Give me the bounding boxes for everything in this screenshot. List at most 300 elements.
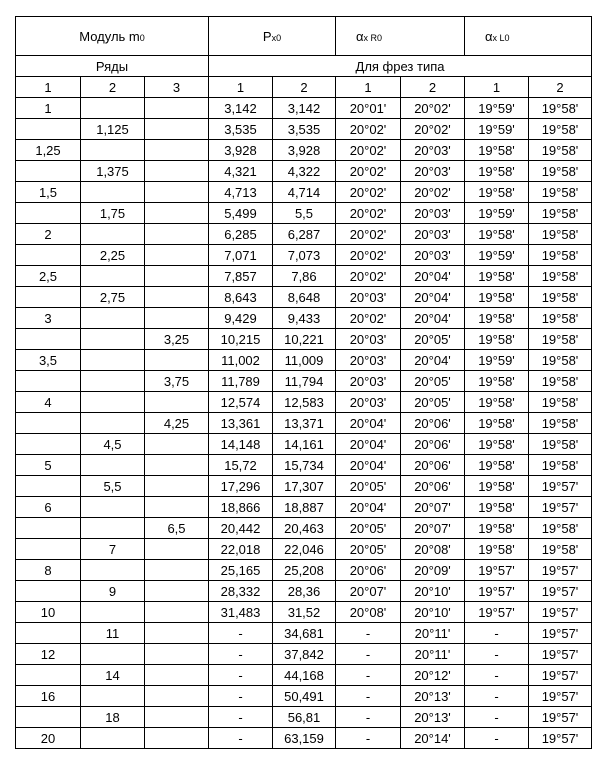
table-row [16, 518, 592, 539]
px0-type1-cell: 5,499 [209, 203, 273, 224]
alpha-l-type2-cell: 19°57' [529, 686, 592, 707]
px0-type2-cell: 3,142 [273, 98, 336, 119]
alpha-r-type1-cell: 20°03' [336, 371, 401, 392]
rows-header: Ряды [16, 56, 209, 77]
alpha-r-type2-cell: 20°03' [401, 203, 465, 224]
modulus-row1-cell: 20 [16, 728, 81, 749]
modulus-row2-cell: 2,25 [81, 245, 145, 266]
modulus-row2-cell: 11 [81, 623, 145, 644]
alpha-l-type1-cell: 19°57' [465, 581, 529, 602]
table-row [16, 203, 592, 224]
alpha-r-type2-cell: 20°05' [401, 371, 465, 392]
alpha-r-type1-cell: 20°08' [336, 602, 401, 623]
table-row [16, 308, 592, 329]
modulus-row1-cell [16, 518, 81, 539]
table-row [16, 560, 592, 581]
px0-type1-cell: 4,321 [209, 161, 273, 182]
px0-type1-cell: 31,483 [209, 602, 273, 623]
alpha-l-type2-cell: 19°58' [529, 266, 592, 287]
alpha-l-type2-cell: 19°58' [529, 329, 592, 350]
px0-type2-cell: 15,734 [273, 455, 336, 476]
px0-type2-cell: 11,009 [273, 350, 336, 371]
alpha-r-type1-cell: 20°04' [336, 434, 401, 455]
table-row [16, 98, 592, 119]
alpha-l-type1-cell: 19°58' [465, 140, 529, 161]
modulus-row2-cell [81, 140, 145, 161]
alpha-r-type2-cell: 20°03' [401, 245, 465, 266]
modulus-row1-cell [16, 623, 81, 644]
alpha-l-type1-cell: 19°58' [465, 224, 529, 245]
alpha-l-type1-cell: 19°58' [465, 518, 529, 539]
px0-type1-cell: 7,857 [209, 266, 273, 287]
alpha-r-type1-cell: - [336, 686, 401, 707]
alpha-l-type2-cell: 19°57' [529, 497, 592, 518]
alpha-r-type1-cell: 20°03' [336, 350, 401, 371]
column-number: 1 [209, 77, 273, 98]
table-row [16, 707, 592, 728]
px0-type1-cell: 6,285 [209, 224, 273, 245]
modulus-row3-cell [145, 266, 209, 287]
table-row [16, 602, 592, 623]
modulus-row2-cell: 4,5 [81, 434, 145, 455]
modulus-row2-cell: 18 [81, 707, 145, 728]
alpha-l-type1-cell: 19°58' [465, 266, 529, 287]
alpha-l-type1-cell: - [465, 623, 529, 644]
modulus-row1-cell: 4 [16, 392, 81, 413]
alpha-r-type1-cell: 20°02' [336, 182, 401, 203]
modulus-row3-cell [145, 665, 209, 686]
alpha-l-type1-cell: - [465, 707, 529, 728]
alpha-l-type1-cell: - [465, 686, 529, 707]
px0-type2-cell: 25,208 [273, 560, 336, 581]
alpha-l-type2-cell: 19°57' [529, 644, 592, 665]
column-number: 2 [273, 77, 336, 98]
module-parameters-table [15, 16, 592, 749]
modulus-row2-cell: 2,75 [81, 287, 145, 308]
alpha-l-type2-cell: 19°57' [529, 581, 592, 602]
table-row [16, 665, 592, 686]
header-row-main [16, 17, 592, 56]
modulus-row3-cell [145, 308, 209, 329]
alpha-l-type1-cell: 19°58' [465, 182, 529, 203]
px0-type2-cell: 20,463 [273, 518, 336, 539]
px0-type1-cell: 14,148 [209, 434, 273, 455]
modulus-row2-cell [81, 455, 145, 476]
table-row [16, 497, 592, 518]
px0-type2-cell: 4,714 [273, 182, 336, 203]
alpha-r-type1-cell: 20°02' [336, 245, 401, 266]
px0-type1-cell: - [209, 623, 273, 644]
table-row [16, 182, 592, 203]
px0-type2-cell: 8,648 [273, 287, 336, 308]
modulus-row2-cell [81, 224, 145, 245]
modulus-row1-cell: 16 [16, 686, 81, 707]
modulus-row3-cell: 6,5 [145, 518, 209, 539]
px0-type1-cell: 28,332 [209, 581, 273, 602]
px0-type1-cell: 20,442 [209, 518, 273, 539]
modulus-row2-cell [81, 497, 145, 518]
modulus-row2-cell [81, 602, 145, 623]
alpha-l-type2-cell: 19°58' [529, 518, 592, 539]
modulus-row1-cell [16, 203, 81, 224]
modulus-row1-cell: 1,25 [16, 140, 81, 161]
alpha-r-type2-cell: 20°05' [401, 329, 465, 350]
alpha-l-type1-cell: 19°57' [465, 602, 529, 623]
modulus-row3-cell [145, 203, 209, 224]
modulus-row3-cell [145, 686, 209, 707]
alpha-l-type1-cell: 19°58' [465, 434, 529, 455]
px0-type2-cell: 17,307 [273, 476, 336, 497]
modulus-row3-cell [145, 455, 209, 476]
alpha-r-type2-cell: 20°02' [401, 98, 465, 119]
px0-type1-cell: 10,215 [209, 329, 273, 350]
alpha-l-type2-cell: 19°58' [529, 161, 592, 182]
column-number: 2 [401, 77, 465, 98]
alpha-l-type1-cell: - [465, 665, 529, 686]
alpha-l-type1-cell: 19°59' [465, 203, 529, 224]
alpha-r-type1-cell: 20°06' [336, 560, 401, 581]
px0-type1-cell: 11,002 [209, 350, 273, 371]
alpha-l-type1-cell: 19°58' [465, 392, 529, 413]
modulus-row3-cell [145, 560, 209, 581]
alpha-l-type2-cell: 19°58' [529, 203, 592, 224]
modulus-row1-cell [16, 707, 81, 728]
alpha-l-type2-cell: 19°58' [529, 350, 592, 371]
alpha-r-type1-cell: 20°07' [336, 581, 401, 602]
modulus-row1-cell [16, 245, 81, 266]
px0-type2-cell: 37,842 [273, 644, 336, 665]
modulus-row2-cell [81, 350, 145, 371]
modulus-row1-cell: 3 [16, 308, 81, 329]
px0-type2-cell: 31,52 [273, 602, 336, 623]
modulus-row3-cell [145, 392, 209, 413]
alpha-r-type1-cell: - [336, 644, 401, 665]
modulus-row3-cell [145, 161, 209, 182]
modulus-row1-cell [16, 413, 81, 434]
modulus-row2-cell [81, 728, 145, 749]
px0-type2-cell: 4,322 [273, 161, 336, 182]
alpha-l-type1-cell: 19°58' [465, 455, 529, 476]
alpha-l-type2-cell: 19°57' [529, 602, 592, 623]
px0-type2-cell: 34,681 [273, 623, 336, 644]
px0-type1-cell: 25,165 [209, 560, 273, 581]
alpha-l-type1-cell: - [465, 728, 529, 749]
modulus-row2-cell [81, 266, 145, 287]
px0-type1-cell: 3,535 [209, 119, 273, 140]
px0-type1-cell: 22,018 [209, 539, 273, 560]
modulus-row1-cell: 2,5 [16, 266, 81, 287]
px0-type1-cell: 11,789 [209, 371, 273, 392]
alpha-l-type2-cell: 19°57' [529, 728, 592, 749]
px0-type2-cell: 3,928 [273, 140, 336, 161]
px0-type1-cell: - [209, 644, 273, 665]
modulus-row1-cell [16, 476, 81, 497]
modulus-row3-cell [145, 602, 209, 623]
alpha-l-type1-cell: 19°59' [465, 350, 529, 371]
px0-type2-cell: 10,221 [273, 329, 336, 350]
column-number: 3 [145, 77, 209, 98]
modulus-row1-cell [16, 581, 81, 602]
alpha-l-type1-cell: 19°57' [465, 560, 529, 581]
table-wrapper [15, 16, 592, 749]
table-row [16, 476, 592, 497]
alpha-l-type2-cell: 19°58' [529, 434, 592, 455]
alpha-r-type2-cell: 20°12' [401, 665, 465, 686]
alpha-r-type2-cell: 20°08' [401, 539, 465, 560]
header-row-numbers [16, 77, 592, 98]
modulus-row2-cell [81, 308, 145, 329]
alpha-l-type2-cell: 19°58' [529, 182, 592, 203]
modulus-row1-cell [16, 329, 81, 350]
px0-type2-cell: 22,046 [273, 539, 336, 560]
alpha-r-type1-cell: 20°04' [336, 497, 401, 518]
px0-type1-cell: 15,72 [209, 455, 273, 476]
table-row [16, 728, 592, 749]
alpha-r-type2-cell: 20°11' [401, 623, 465, 644]
px0-type2-cell: 13,371 [273, 413, 336, 434]
px0-type1-cell: - [209, 665, 273, 686]
px0-type2-cell: 7,86 [273, 266, 336, 287]
modulus-row2-cell [81, 518, 145, 539]
table-row [16, 644, 592, 665]
px0-type2-cell: 9,433 [273, 308, 336, 329]
alpha-l-type2-cell: 19°58' [529, 392, 592, 413]
alpha-l-type1-cell: 19°58' [465, 476, 529, 497]
modulus-row3-cell: 3,75 [145, 371, 209, 392]
px0-type2-cell: 63,159 [273, 728, 336, 749]
table-row [16, 434, 592, 455]
column-number: 2 [529, 77, 592, 98]
table-row [16, 350, 592, 371]
modulus-row3-cell [145, 581, 209, 602]
column-number: 1 [16, 77, 81, 98]
alpha-r-type2-cell: 20°06' [401, 476, 465, 497]
modulus-row3-cell [145, 644, 209, 665]
table-row [16, 581, 592, 602]
alpha-l-type2-cell: 19°58' [529, 119, 592, 140]
modulus-row2-cell [81, 413, 145, 434]
alpha-r-type1-cell: 20°05' [336, 518, 401, 539]
alpha-r-type2-cell: 20°06' [401, 455, 465, 476]
alpha-r-type2-cell: 20°05' [401, 392, 465, 413]
alpha-l-type1-cell: 19°59' [465, 245, 529, 266]
table-row [16, 266, 592, 287]
modulus-row1-cell: 5 [16, 455, 81, 476]
alpha-r-type2-cell: 20°03' [401, 224, 465, 245]
alpha-r-type2-cell: 20°10' [401, 602, 465, 623]
table-row [16, 371, 592, 392]
modulus-row1-cell: 1 [16, 98, 81, 119]
modulus-row1-cell [16, 665, 81, 686]
alpha-r-type2-cell: 20°04' [401, 266, 465, 287]
px0-type2-cell: 18,887 [273, 497, 336, 518]
alpha-l-type2-cell: 19°58' [529, 308, 592, 329]
alpha-r-type1-cell: 20°03' [336, 392, 401, 413]
alpha-r-type1-cell: - [336, 707, 401, 728]
modulus-row3-cell [145, 539, 209, 560]
alpha-r-type1-cell: 20°02' [336, 266, 401, 287]
alpha-r-type1-cell: - [336, 665, 401, 686]
modulus-row3-cell [145, 119, 209, 140]
alpha-r-type1-cell: 20°02' [336, 203, 401, 224]
alpha-l-type1-cell: 19°58' [465, 308, 529, 329]
alpha-l-type2-cell: 19°57' [529, 665, 592, 686]
alpha-l-type1-cell: 19°58' [465, 497, 529, 518]
modulus-row1-cell: 8 [16, 560, 81, 581]
modulus-row3-cell [145, 182, 209, 203]
alpha-r-type2-cell: 20°07' [401, 497, 465, 518]
modulus-row2-cell [81, 392, 145, 413]
modulus-row2-cell [81, 182, 145, 203]
px0-type1-cell: 13,361 [209, 413, 273, 434]
modulus-row2-cell [81, 371, 145, 392]
alpha-r-type1-cell: 20°02' [336, 119, 401, 140]
alpha-l-type2-cell: 19°58' [529, 371, 592, 392]
alpha-r-type2-cell: 20°04' [401, 350, 465, 371]
table-row [16, 245, 592, 266]
alpha-l-type2-cell: 19°57' [529, 707, 592, 728]
modulus-row1-cell [16, 287, 81, 308]
alpha-r-type2-cell: 20°07' [401, 518, 465, 539]
alpha-l-type2-cell: 19°58' [529, 98, 592, 119]
alpha-r-type1-cell: 20°04' [336, 455, 401, 476]
modulus-row3-cell: 3,25 [145, 329, 209, 350]
alpha-r-type2-cell: 20°13' [401, 707, 465, 728]
alpha-l-type1-cell: 19°58' [465, 287, 529, 308]
px0-type1-cell: 12,574 [209, 392, 273, 413]
modulus-row1-cell: 3,5 [16, 350, 81, 371]
alpha-l-type2-cell: 19°58' [529, 245, 592, 266]
alpha-r-type2-cell: 20°02' [401, 119, 465, 140]
alpha-l-type2-cell: 19°58' [529, 455, 592, 476]
px0-type1-cell: - [209, 707, 273, 728]
px0-type1-cell: - [209, 728, 273, 749]
px0-type1-cell: 18,866 [209, 497, 273, 518]
modulus-row2-cell [81, 644, 145, 665]
modulus-row1-cell: 1,5 [16, 182, 81, 203]
alpha-r-type1-cell: 20°02' [336, 224, 401, 245]
table-row [16, 161, 592, 182]
modulus-row1-cell: 12 [16, 644, 81, 665]
modulus-row1-cell [16, 161, 81, 182]
alpha-l-header: αx L0 [465, 17, 592, 56]
modulus-row1-cell [16, 119, 81, 140]
modulus-row3-cell [145, 350, 209, 371]
alpha-r-type1-cell: 20°05' [336, 476, 401, 497]
alpha-r-type2-cell: 20°09' [401, 560, 465, 581]
alpha-r-type2-cell: 20°11' [401, 644, 465, 665]
alpha-r-type2-cell: 20°06' [401, 413, 465, 434]
modulus-row2-cell: 5,5 [81, 476, 145, 497]
modulus-row3-cell [145, 287, 209, 308]
cutter-type-header: Для фрез типа [209, 56, 592, 77]
px0-type1-cell: 3,928 [209, 140, 273, 161]
table-row [16, 539, 592, 560]
modulus-row1-cell [16, 371, 81, 392]
alpha-l-type1-cell: 19°58' [465, 413, 529, 434]
alpha-r-type2-cell: 20°13' [401, 686, 465, 707]
px0-type1-cell: 17,296 [209, 476, 273, 497]
alpha-r-type1-cell: - [336, 623, 401, 644]
px0-type2-cell: 11,794 [273, 371, 336, 392]
alpha-r-type1-cell: 20°02' [336, 161, 401, 182]
px0-type1-cell: 7,071 [209, 245, 273, 266]
modulus-row3-cell [145, 98, 209, 119]
alpha-l-type2-cell: 19°57' [529, 476, 592, 497]
modulus-row2-cell: 1,125 [81, 119, 145, 140]
alpha-r-type2-cell: 20°10' [401, 581, 465, 602]
alpha-l-type2-cell: 19°57' [529, 560, 592, 581]
modulus-row3-cell [145, 707, 209, 728]
px0-type2-cell: 5,5 [273, 203, 336, 224]
table-row [16, 224, 592, 245]
px0-type2-cell: 6,287 [273, 224, 336, 245]
alpha-l-type1-cell: 19°59' [465, 119, 529, 140]
header-row-groups [16, 56, 592, 77]
alpha-r-type2-cell: 20°03' [401, 161, 465, 182]
px0-type2-cell: 7,073 [273, 245, 336, 266]
table-row [16, 686, 592, 707]
modulus-row2-cell: 1,375 [81, 161, 145, 182]
alpha-r-type1-cell: 20°03' [336, 287, 401, 308]
alpha-l-type1-cell: 19°58' [465, 539, 529, 560]
table-row [16, 119, 592, 140]
alpha-r-type1-cell: 20°01' [336, 98, 401, 119]
px0-type1-cell: 8,643 [209, 287, 273, 308]
modulus-row2-cell: 9 [81, 581, 145, 602]
alpha-l-type2-cell: 19°57' [529, 623, 592, 644]
alpha-r-type1-cell: 20°04' [336, 413, 401, 434]
alpha-l-type2-cell: 19°58' [529, 287, 592, 308]
alpha-l-type1-cell: 19°58' [465, 329, 529, 350]
modulus-row2-cell: 7 [81, 539, 145, 560]
modulus-row2-cell [81, 98, 145, 119]
px0-type2-cell: 44,168 [273, 665, 336, 686]
modulus-header: Модуль m0 [16, 17, 209, 56]
modulus-row3-cell [145, 434, 209, 455]
table-row [16, 329, 592, 350]
alpha-l-type1-cell: 19°58' [465, 161, 529, 182]
px0-type1-cell: - [209, 686, 273, 707]
alpha-r-header: αx R0 [336, 17, 465, 56]
alpha-r-type1-cell: 20°05' [336, 539, 401, 560]
modulus-row1-cell: 6 [16, 497, 81, 518]
alpha-r-type2-cell: 20°02' [401, 182, 465, 203]
alpha-r-type1-cell: 20°02' [336, 308, 401, 329]
alpha-l-type1-cell: 19°58' [465, 371, 529, 392]
table-row [16, 392, 592, 413]
alpha-r-type2-cell: 20°03' [401, 140, 465, 161]
modulus-row3-cell [145, 476, 209, 497]
alpha-l-type1-cell: 19°59' [465, 98, 529, 119]
alpha-l-type2-cell: 19°58' [529, 224, 592, 245]
px0-type1-cell: 4,713 [209, 182, 273, 203]
alpha-r-type2-cell: 20°06' [401, 434, 465, 455]
modulus-row2-cell: 14 [81, 665, 145, 686]
modulus-row1-cell: 2 [16, 224, 81, 245]
modulus-row1-cell [16, 539, 81, 560]
column-number: 2 [81, 77, 145, 98]
modulus-row1-cell: 10 [16, 602, 81, 623]
px0-type1-cell: 9,429 [209, 308, 273, 329]
alpha-r-type1-cell: 20°03' [336, 329, 401, 350]
alpha-r-type2-cell: 20°14' [401, 728, 465, 749]
modulus-row3-cell [145, 497, 209, 518]
alpha-l-type1-cell: - [465, 644, 529, 665]
column-number: 1 [336, 77, 401, 98]
px0-type2-cell: 50,491 [273, 686, 336, 707]
alpha-r-type1-cell: 20°02' [336, 140, 401, 161]
